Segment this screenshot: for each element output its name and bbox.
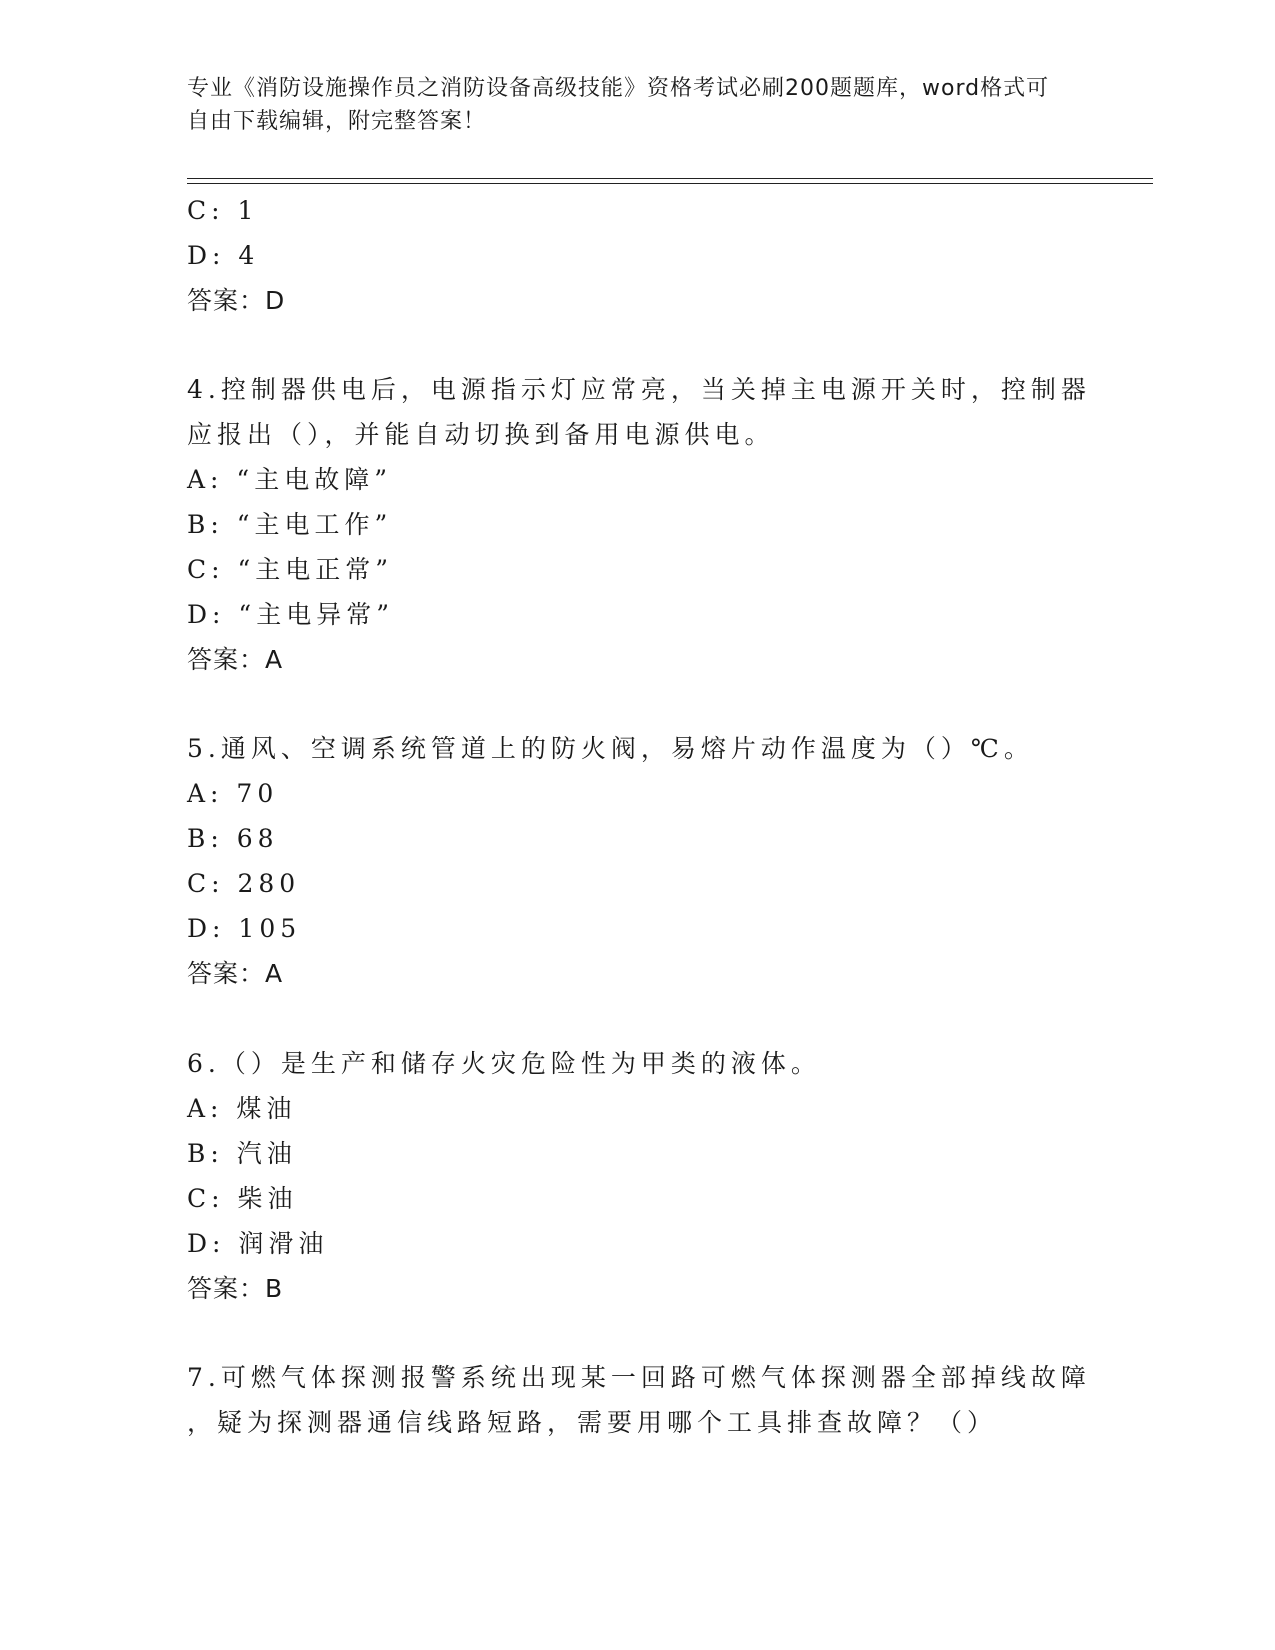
q5-option-c: C: 280 <box>187 869 301 898</box>
header-divider-top <box>187 178 1153 179</box>
q5-answer: 答案：A <box>187 959 284 988</box>
q5-option-b: B: 68 <box>187 824 279 853</box>
q4-answer: 答案：A <box>187 645 284 674</box>
q4-option-d: D: “主电异常” <box>187 600 394 629</box>
q7-stem-line1: 7.可燃气体探测报警系统出现某一回路可燃气体探测器全部掉线故障 <box>187 1363 1091 1392</box>
q3-option-d: D: 4 <box>187 241 260 270</box>
q5-option-a: A: 70 <box>187 779 279 808</box>
q4-stem-line1: 4.控制器供电后，电源指示灯应常亮，当关掉主电源开关时，控制器 <box>187 375 1091 404</box>
q6-option-c: C: 柴油 <box>187 1184 298 1213</box>
header-divider-bottom <box>187 183 1153 184</box>
q6-option-d: D: 润滑油 <box>187 1229 329 1258</box>
q6-option-a: A: 煤油 <box>187 1094 297 1123</box>
q3-answer: 答案：D <box>187 286 286 315</box>
q4-option-c: C: “主电正常” <box>187 555 394 584</box>
q4-stem-line2: 应报出（），并能自动切换到备用电源供电。 <box>187 420 775 449</box>
q6-stem: 6.（）是生产和储存火灾危险性为甲类的液体。 <box>187 1049 821 1078</box>
q4-option-b: B: “主电工作” <box>187 510 393 539</box>
document-header: 专业《消防设施操作员之消防设备高级技能》资格考试必刷200题题库，word格式可自由下载编辑，附完整答案！ <box>187 76 1050 134</box>
q7-stem-line2: ，疑为探测器通信线路短路，需要用哪个工具排查故障？（） <box>187 1408 998 1437</box>
q5-stem: 5.通风、空调系统管道上的防火阀，易熔片动作温度为（）℃。 <box>187 734 1034 763</box>
q6-answer: 答案：B <box>187 1274 284 1303</box>
q5-option-d: D: 105 <box>187 914 302 943</box>
q4-option-a: A: “主电故障” <box>187 465 392 494</box>
q3-option-c: C: 1 <box>187 196 259 225</box>
q6-option-b: B: 汽油 <box>187 1139 297 1168</box>
